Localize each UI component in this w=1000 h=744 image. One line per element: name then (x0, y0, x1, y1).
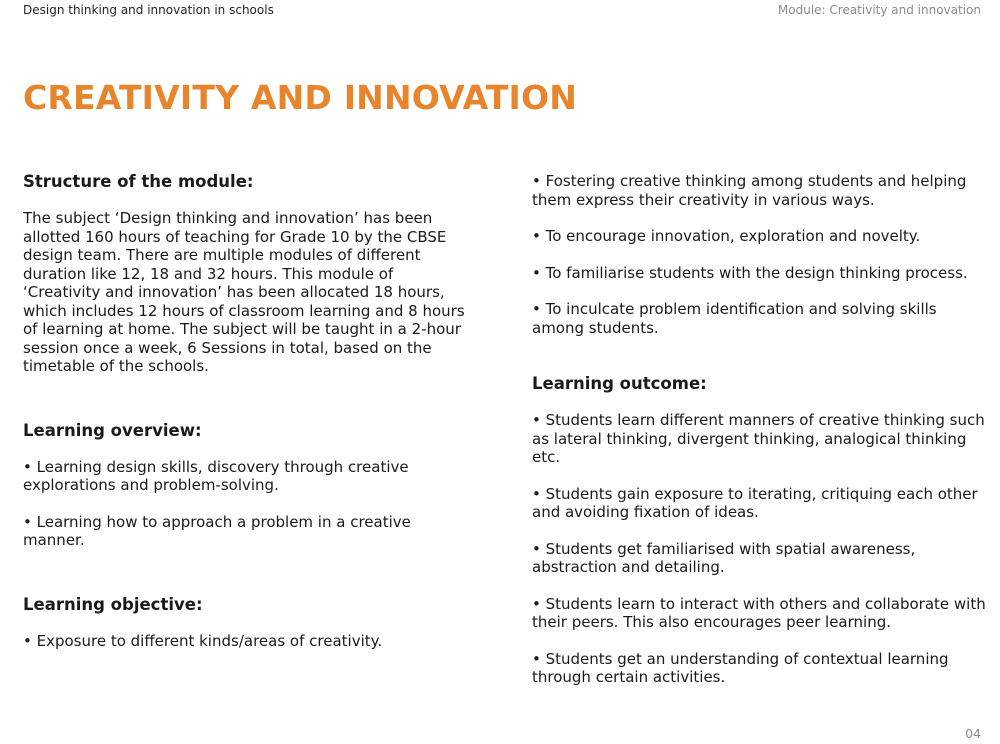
module-label: Module: Creativity and innovation (777, 3, 981, 17)
outcome-item: • Students get an understanding of contextual learning through certain activities. (532, 649, 949, 686)
document-title: Design thinking and innovation in schools (23, 3, 274, 17)
objective-heading: Learning objective: (23, 594, 203, 614)
outcome-item: • Students learn to interact with others and collaborate with their peers. This also encourages peer learning. (532, 594, 986, 631)
objective-item: • To inculcate problem identification and solving skills among students. (532, 300, 937, 337)
overview-item: • Learning design skills, discovery through creative explorations and problem-solving. (23, 457, 409, 494)
page-title: CREATIVITY AND INNOVATION (23, 78, 578, 117)
outcome-item: • Students learn different manners of creative thinking such as lateral thinking, divergent thinking, analogical thinking etc. (532, 411, 985, 466)
objective-item: • Exposure to different kinds/areas of creativity. (23, 631, 383, 650)
overview-heading: Learning overview: (23, 420, 202, 440)
outcome-heading: Learning outcome: (532, 374, 707, 393)
objective-item: • To encourage innovation, exploration and novelty. (532, 227, 921, 245)
overview-item: • Learning how to approach a problem in a creative manner. (23, 512, 411, 549)
page-number: 04 (965, 726, 981, 741)
objective-item: • Fostering creative thinking among students and helping them express their creativity in various ways. (532, 172, 967, 209)
outcome-item: • Students get familiarised with spatial awareness, abstraction and detailing. (532, 539, 916, 576)
left-column (23, 172, 473, 650)
structure-body: The subject ‘Design thinking and innovation’ has been allotted 160 hours of teaching for Grade 10 by the CBSE design team. There are multiple modules of different duration like 12, 18 and 32 hours. This module of ‘Creativity and innovation’ has been allocated 18 hours, which includes 12 hours of classroom learning and 8 hours of learning at home. The subject will be taught in a 2-hour session once a week, 6 Sessions in total, based on the timetable of the schools. (23, 209, 465, 375)
objective-item: • To familiarise students with the design thinking process. (532, 263, 968, 282)
structure-heading: Structure of the module: (23, 172, 254, 191)
outcome-item: • Students gain exposure to iterating, critiquing each other and avoiding fixation of ideas. (532, 484, 978, 521)
right-column (532, 172, 987, 687)
